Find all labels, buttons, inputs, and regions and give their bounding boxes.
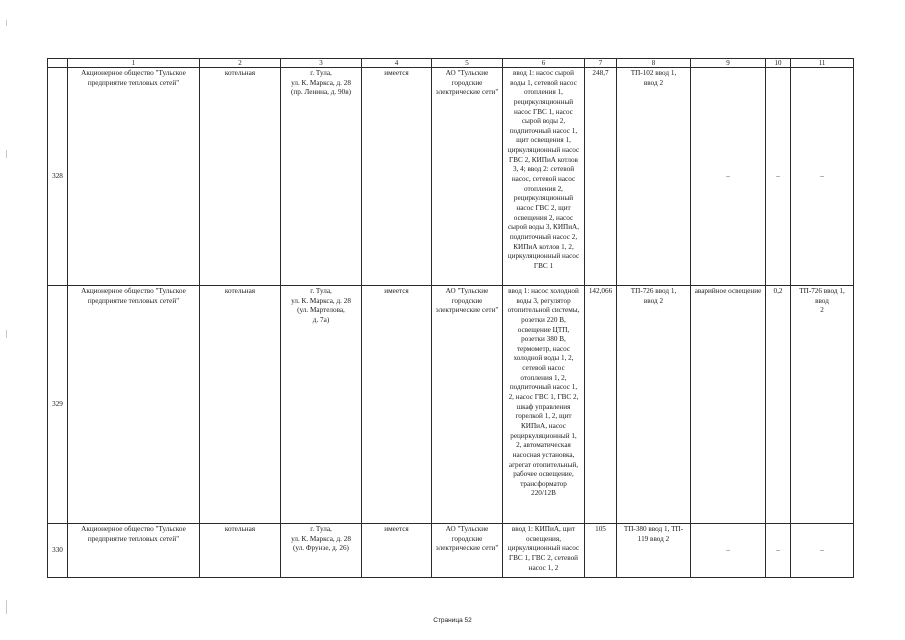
col11-cell: ТП-726 ввод 1, ввод 2 xyxy=(791,286,854,524)
power-cell: 105 xyxy=(585,524,617,578)
table-row xyxy=(48,524,854,578)
margin-mark xyxy=(6,330,7,338)
row-number: 329 xyxy=(48,286,68,524)
header-cell: 9 xyxy=(691,59,766,68)
address-cell: г. Тула, ул. К. Маркса, д. 28 (ул. Фрунзе, д. 26) xyxy=(281,524,362,578)
col9-cell: аварийное освещение xyxy=(691,286,766,524)
owner-cell: Акционерное общество "Тульское предприятие тепловых сетей" xyxy=(68,286,200,524)
equipment-cell: ввод 1: насос холодной воды 3, регулятор отопительной системы, розетки 220 В, освещение ЦТП, розетки 380 В, термометр, насос холодной воды 1, 2, сетевой насос отопления 1, 2, подпиточный насос 1, 2, насос ГВС 1, ГВС 2, шкаф управления горелкой 1, 2, щит КИПиА, насос рециркуляционный 1, 2, автоматическая насосная установка, агрегат отопительный, рабочее освещение, трансформатор 220/12В xyxy=(503,286,585,524)
feed-cell: ТП-726 ввод 1, ввод 2 xyxy=(617,286,691,524)
object-type-cell: котельная xyxy=(200,524,281,578)
header-cell: 10 xyxy=(766,59,791,68)
header-cell-blank xyxy=(48,59,68,68)
header-cell: 2 xyxy=(200,59,281,68)
margin-mark xyxy=(6,150,7,158)
owner-cell: Акционерное общество "Тульское предприятие тепловых сетей" xyxy=(68,68,200,286)
address-cell: г. Тула, ул. К. Маркса, д. 28 (пр. Ленина, д. 90в) xyxy=(281,68,362,286)
margin-mark xyxy=(6,600,7,614)
col9-cell: – xyxy=(691,68,766,286)
row-number: 328 xyxy=(48,68,68,286)
table-row xyxy=(48,68,854,286)
feed-cell: ТП-102 ввод 1, ввод 2 xyxy=(617,68,691,286)
header-cell: 3 xyxy=(281,59,362,68)
feed-cell: ТП-380 ввод 1, ТП- 119 ввод 2 xyxy=(617,524,691,578)
col10-cell: – xyxy=(766,524,791,578)
col10-cell: – xyxy=(766,68,791,286)
margin-mark xyxy=(6,20,7,26)
table-row xyxy=(48,286,854,524)
header-cell: 5 xyxy=(432,59,503,68)
col11-cell: – xyxy=(791,68,854,286)
header-cell: 11 xyxy=(791,59,854,68)
object-type-cell: котельная xyxy=(200,68,281,286)
col11-cell: – xyxy=(791,524,854,578)
page-number: Страница 52 xyxy=(433,617,472,624)
supplier-cell: АО "Тульские городские электрические сети" xyxy=(432,524,503,578)
header-cell: 6 xyxy=(503,59,585,68)
equipment-cell: ввод 1: насос сырой воды 1, сетевой насос отопления 1, рециркуляционный насос ГВС 1, насос сырой воды 2, подпиточный насос 1, щит освещения 1, циркуляционный насос ГВС 2, КИПиА котлов 3, 4; ввод 2: сетевой насос, сетевой насос отопления 2, рециркуляционный насос ГВС 2, щит освещения 2, насос сырой воды 3, КИПиА, подпиточный насос 2, КИПиА котлов 1, 2, циркуляционный насос ГВС 1 xyxy=(503,68,585,286)
registry-table xyxy=(47,58,854,578)
header-cell: 4 xyxy=(362,59,432,68)
power-cell: 248,7 xyxy=(585,68,617,286)
power-cell: 142,066 xyxy=(585,286,617,524)
status-cell: имеется xyxy=(362,524,432,578)
object-type-cell: котельная xyxy=(200,286,281,524)
status-cell: имеется xyxy=(362,68,432,286)
row-number: 330 xyxy=(48,524,68,578)
equipment-cell: ввод 1: КИПиА, щит освещения, циркуляционный насос ГВС 1, ГВС 2, сетевой насос 1, 2 xyxy=(503,524,585,578)
supplier-cell: АО "Тульские городские электрические сети" xyxy=(432,68,503,286)
status-cell: имеется xyxy=(362,286,432,524)
owner-cell: Акционерное общество "Тульское предприятие тепловых сетей" xyxy=(68,524,200,578)
address-cell: г. Тула, ул. К. Маркса, д. 28 (ул. Мартелова, д. 7а) xyxy=(281,286,362,524)
col10-cell: 0,2 xyxy=(766,286,791,524)
supplier-cell: АО "Тульские городские электрические сети" xyxy=(432,286,503,524)
header-cell: 7 xyxy=(585,59,617,68)
col9-cell: – xyxy=(691,524,766,578)
header-cell: 8 xyxy=(617,59,691,68)
column-number-header-row xyxy=(48,59,854,68)
header-cell: 1 xyxy=(68,59,200,68)
